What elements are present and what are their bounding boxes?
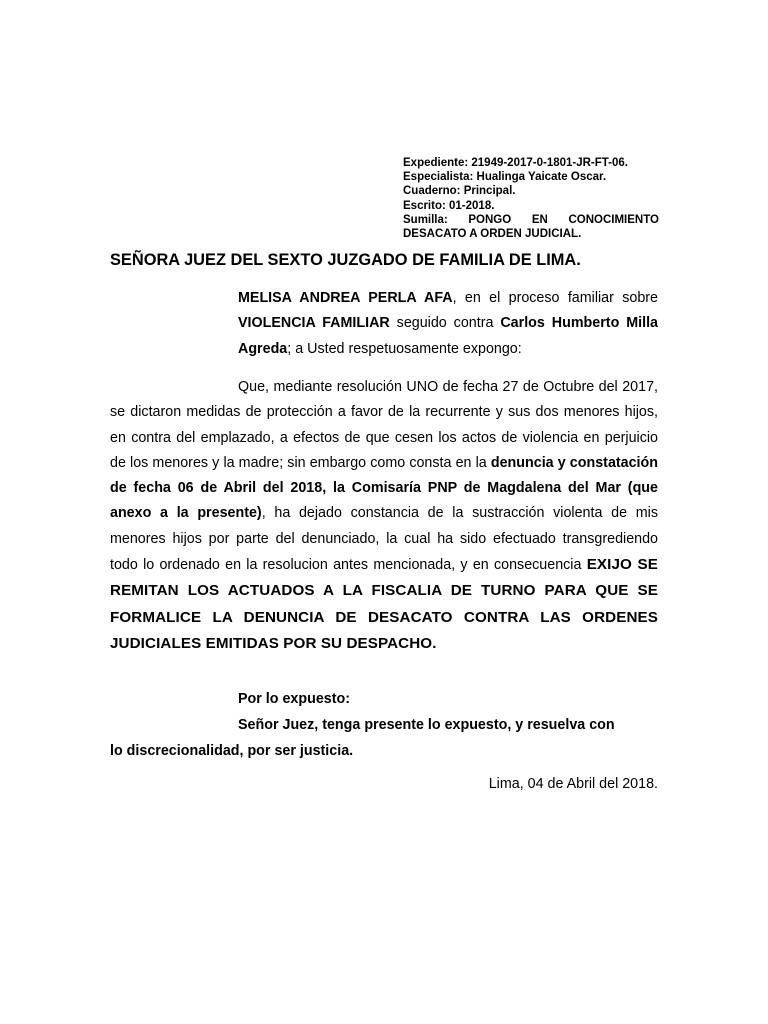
- closing-line-3: lo discrecionalidad, por ser justicia.: [110, 743, 354, 759]
- body-text-2: , ha dejado constancia de la sustracción violenta de mis menores hijos por parte del denunciado, la cual ha sido efectuado transgrediendo todo lo ordenado en la resolucion antes mencionada, y en consecuencia: [110, 505, 658, 574]
- closing-block: [110, 686, 658, 764]
- body-paragraph: [110, 375, 658, 657]
- intro-paragraph: [238, 286, 658, 362]
- defendant-name: Carlos Humberto Milla Agreda: [238, 315, 659, 357]
- especialista-line: Especialista: Hualinga Yaicate Oscar.: [403, 171, 607, 184]
- plaintiff-name: MELISA ANDREA PERLA AFA: [238, 290, 453, 306]
- process-type: VIOLENCIA FAMILIAR: [238, 315, 390, 332]
- intro-text-1: , en el proceso familiar sobre: [452, 290, 658, 306]
- case-header: [403, 156, 659, 241]
- sumilla-line: Sumilla: PONGO EN CONOCIMIENTO: [403, 213, 659, 226]
- body-bold-1: denuncia y constatación de fecha 06 de Abril del 2018, la Comisaría PNP de Magdalena del Mar (que anexo a la presente): [110, 454, 658, 522]
- intro-text-2: seguido contra: [389, 315, 501, 332]
- closing-line-1: Por lo expuesto:: [238, 691, 351, 707]
- document-title: SEÑORA JUEZ DEL SEXTO JUZGADO DE FAMILIA DE LIMA.: [110, 251, 581, 269]
- closing-line-2: Señor Juez, tenga presente lo expuesto, y resuelva con: [238, 717, 615, 733]
- cuaderno-line: Cuaderno: Principal.: [403, 185, 516, 198]
- sumilla-line-continued: DESACATO A ORDEN JUDICIAL.: [403, 228, 582, 241]
- body-bold-2: EXIJO SE REMITAN LOS ACTUADOS A LA FISCALIA DE TURNO PARA QUE SE FORMALICE LA DENUNCIA DE DESACATO CONTRA LAS ORDENES JUDICIALES EMITIDAS POR SU DESPACHO.: [110, 556, 658, 652]
- body-text-1: Que, mediante resolución UNO de fecha 27 de Octubre del 2017, se dictaron medidas de protección a favor de la recurrente y sus dos menores hijos, en contra del emplazado, a efectos de que cesen los actos de violencia en perjuicio de los menores y la madre; sin embargo como consta en la: [110, 379, 658, 471]
- escrito-line: Escrito: 01-2018.: [403, 199, 495, 212]
- expediente-line: Expediente: 21949-2017-0-1801-JR-FT-06.: [403, 157, 628, 169]
- intro-text-3: ; a Usted respetuosamente expongo:: [287, 340, 522, 357]
- date-line: Lima, 04 de Abril del 2018.: [488, 776, 658, 792]
